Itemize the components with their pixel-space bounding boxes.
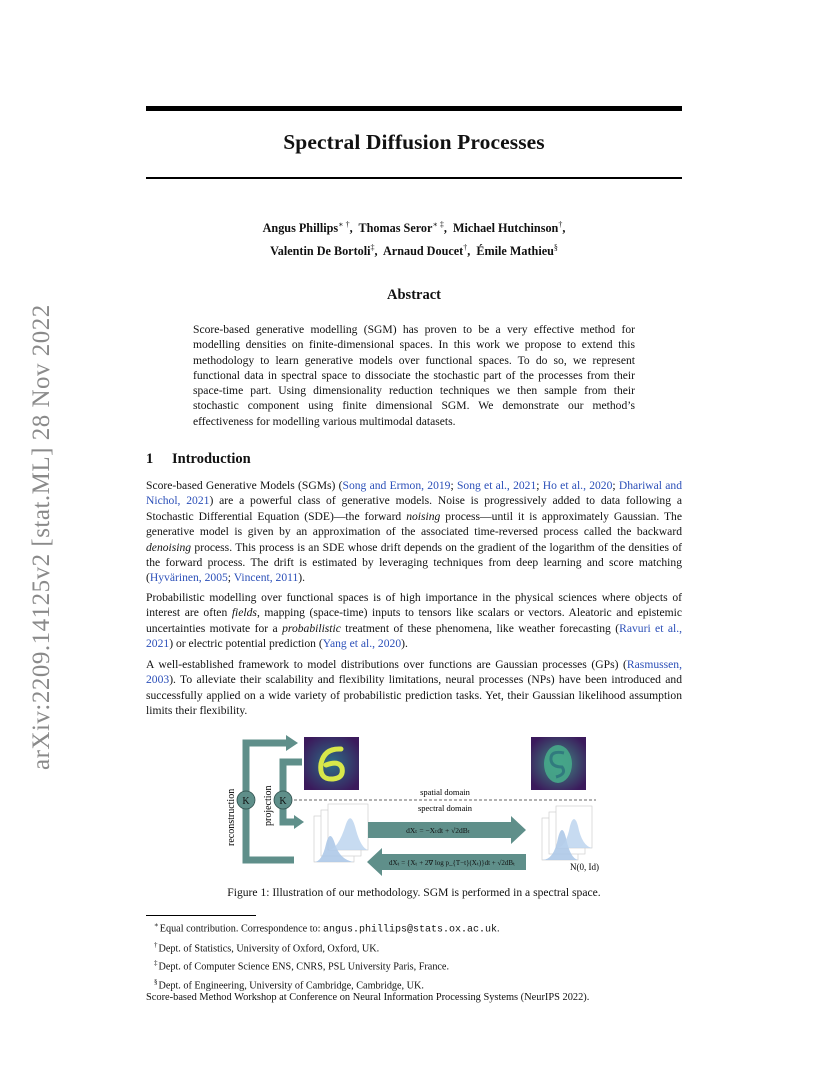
title-top-rule [146,106,682,111]
methodology-figure [146,734,682,882]
prior-distribution-label: N(0, Id) [570,862,599,872]
paper-title: Spectral Diffusion Processes [283,130,545,154]
author-name: Émile Mathieu [476,244,554,259]
backward-sde-equation: dXₜ = {Xₜ + 2∇ log p_{T−t}(Xₜ)}dt + √2dBₜ [388,859,516,867]
citation-link[interactable]: Song and Ermon, 2019 [342,479,451,492]
footnotes [154,918,680,993]
footnote-rule [146,915,256,916]
footnote: ∗Equal contribution. Correspondence to: angus.phillips@stats.ox.ac.uk. [154,921,500,936]
arxiv-identifier: arXiv:2209.14125v2 [stat.ML] 28 Nov 2022 [28,304,55,770]
projection-label: projection [263,785,274,826]
author-name: Valentin De Bortoli [270,244,371,259]
author-name: Angus Phillips [262,221,339,236]
citation-link[interactable]: Dhariwal and Nichol, 2021 [146,479,683,508]
citation-link[interactable]: Yang et al., 2020 [322,637,402,651]
section-number: 1 [146,451,154,467]
author-mark: † [463,243,468,253]
author-line-2: Valentin De Bortoli‡, Arnaud Doucet†, Émile Mathieu§ [270,243,558,259]
venue-note: Score-based Method Workshop at Conference on Neural Information Processing Systems (NeurIPS 2022). [146,992,590,1003]
author-mark: ‡ [370,243,375,253]
spectral-histograms-right [542,806,592,860]
spatial-domain-label: spatial domain [420,787,470,797]
author-mark: † [558,220,563,229]
reconstruction-arrowhead [286,735,298,751]
intro-paragraph-2: Probabilistic modelling over functional spaces is of high importance in the physical sciences where objects of interest are often fields, mapping (space-time) inputs to tensors like scalars or vectors. Aleatoric and epistemic uncertainties motivate for a probabilistic treatment of these phenomena, like weather forecasting (Ravuri et al., 2021) or electric potential prediction (Yang et al., 2020). [146,591,682,651]
author-mark: § [553,243,558,253]
citation-link[interactable]: Hyvärinen, 2005 [149,571,228,585]
figure-caption: Figure 1: Illustration of our methodology. SGM is performed in a spectral space. [227,886,601,899]
author-line-1: Angus Phillips∗ †, Thomas Seror∗ ‡, Michael Hutchinson†, [262,220,566,236]
author-mark: ∗ ‡ [432,220,444,229]
intro-paragraph-1: Score-based Generative Models (SGMs) (Song and Ermon, 2019; Song et al., 2021; Ho et al., 2020; Dhariwal and Nichol, 2021) are a powerful class of generative models. Noise is progressively added to data following a Stochastic Differential Equation (SDE)—the forward noising process—until it is approximately Gaussian. The generative model is given by an approximation of the associated time-reversed process called the backward denoising process. This process is an SDE whose drift depends on the gradient of the logarithm of the densities of the forward process. The drift is estimated by leveraging techniques from deep learning and score matching (Hyvärinen, 2005; Vincent, 2011). [146,479,683,585]
author-name: Michael Hutchinson [453,221,559,236]
citation-link[interactable]: Rasmussen, 2003 [146,658,682,687]
projection-arrowhead [294,815,304,829]
projection-top-branch [283,762,302,780]
intro-paragraph-3: A well-established framework to model distributions over functions are Gaussian processes (GPs) (Rasmussen, 2003). To alleviate their scalability and flexibility limitations, neural processes (NPs) have been introduced and successfully applied on a wide variety of probabilistic prediction tasks. Yet, their Gaussian likelihood assumption limits their flexibility. [146,658,682,718]
footnote: †Dept. of Statistics, University of Oxford, Oxford, UK. [154,940,380,954]
author-mark: ∗ † [338,220,350,229]
footnote: §Dept. of Engineering, University of Cambridge, Cambridge, UK. [154,977,424,992]
spectral-domain-label: spectral domain [417,803,473,813]
section-title: Introduction [172,451,251,467]
spectral-histograms-left [314,804,368,862]
abstract-text: Score-based generative modelling (SGM) has proven to be a very effective method for modelling densities on finite-dimensional spaces. In this work we propose to extend this methodology to learn generative models over functional spaces. To do so, we represent functional data in spectral space to dissociate the stochastic part of the processes from their space-time part. Using dimensionality reduction techniques we then sample from their stochastic component using finite dimensional SGM. We demonstrate our method’s effectiveness for modelling various multimodal datasets. [193,323,635,428]
author-name: Arnaud Doucet [382,244,464,259]
kernel-label: K [279,796,287,807]
author-list [146,215,682,261]
reconstruction-label: reconstruction [226,788,237,846]
citation-link[interactable]: Song et al., 2021 [456,479,537,492]
footnote: ‡Dept. of Computer Science ENS, CNRS, PSL University Paris, France. [154,959,450,973]
section-heading [146,451,251,468]
abstract-heading: Abstract [387,287,441,303]
forward-sde-equation: dXₜ = −Xₜdt + √2dBₜ [406,826,470,835]
citation-link[interactable]: Ravuri et al., 2021 [146,621,682,651]
kernel-label: K [242,796,250,807]
email-link[interactable]: angus.phillips@stats.ox.ac.uk [323,924,498,936]
author-name: Thomas Seror [358,221,433,236]
citation-link[interactable]: Vincent, 2011 [233,571,299,585]
citation-link[interactable]: Ho et al., 2020 [542,479,613,492]
title-bottom-rule [146,177,682,179]
